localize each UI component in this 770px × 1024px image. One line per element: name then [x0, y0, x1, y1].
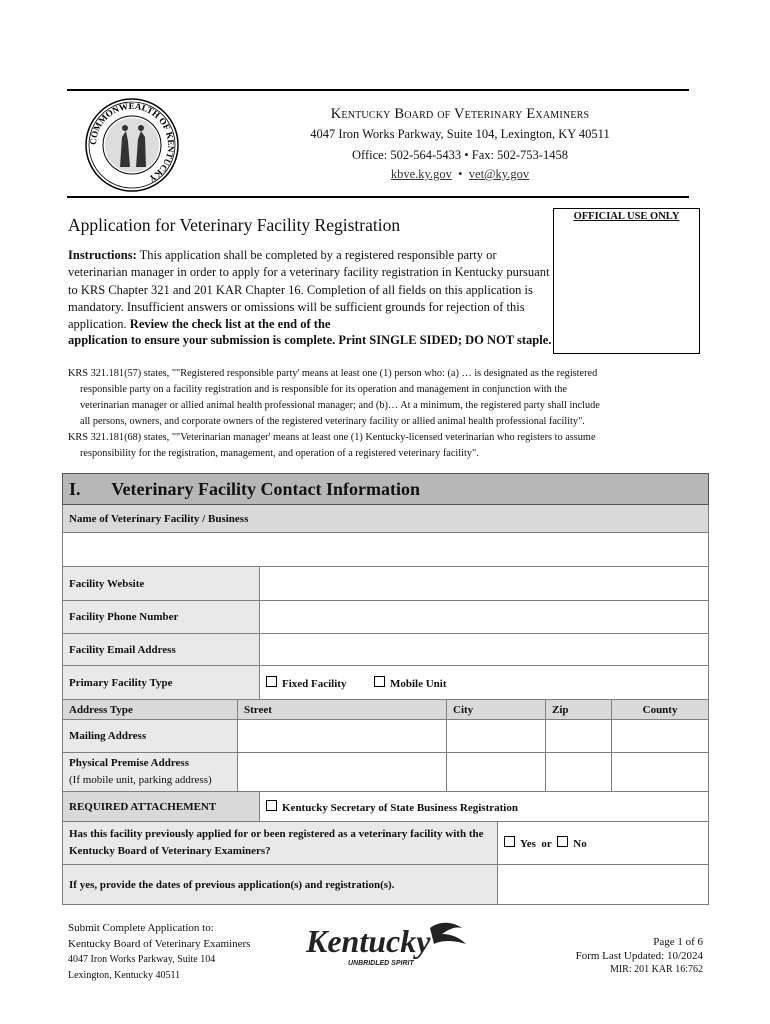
previous-registration-question: Has this facility previously applied for or been registered as a veterinary facility with the Kentucky Board of Veterinary Examiners?: [63, 822, 498, 865]
mailing-city-input[interactable]: [447, 720, 546, 753]
yes-checkbox[interactable]: Yes: [504, 838, 536, 850]
website-input[interactable]: [260, 567, 709, 601]
fixed-facility-checkbox[interactable]: Fixed Facility: [266, 678, 346, 690]
required-attachment-label: REQUIRED ATTACHEMENT: [63, 792, 260, 822]
physical-street-input[interactable]: [238, 753, 447, 792]
board-phone-fax: Office: 502-564-5433 • Fax: 502-753-1458: [352, 148, 568, 162]
instructions-bold-start: Review the check list at the end of the: [129, 317, 331, 332]
instructions-bold-end: application to ensure your submission is complete. Print SINGLE SIDED; DO NOT staple.: [68, 333, 552, 347]
no-checkbox[interactable]: No: [557, 838, 586, 850]
physical-zip-input[interactable]: [546, 753, 612, 792]
phone-input[interactable]: [260, 601, 709, 634]
previous-registration-options: Yes or No: [498, 822, 709, 865]
email-label: Facility Email Address: [63, 634, 260, 666]
zip-header: Zip: [546, 700, 612, 720]
footer-submit-address: Submit Complete Application to: Kentucky Board of Veterinary Examiners 4047 Iron Works Parkway, Suite 104 Lexington, Kentucky 40511: [68, 922, 251, 981]
mailing-zip-input[interactable]: [546, 720, 612, 753]
official-use-label: OFFICIAL USE ONLY: [573, 211, 680, 222]
board-name: Kentucky Board of Veterinary Examiners: [330, 106, 590, 122]
facility-contact-table: [62, 473, 709, 905]
board-address: 4047 Iron Works Parkway, Suite 104, Lexington, KY 40511: [310, 127, 610, 141]
section-title: Veterinary Facility Contact Information: [111, 478, 420, 499]
instructions: [68, 247, 553, 333]
facility-type-label: Primary Facility Type: [63, 666, 260, 700]
street-header: Street: [238, 700, 447, 720]
physical-county-input[interactable]: [612, 753, 709, 792]
section-header: [63, 474, 709, 505]
form-updated: Form Last Updated: 10/2024: [575, 950, 703, 962]
form-mir: MIR: 201 KAR 16:762: [609, 964, 703, 975]
facility-name-input[interactable]: [63, 533, 709, 567]
checkbox-icon: [504, 836, 515, 847]
required-attachment-option[interactable]: Kentucky Secretary of State Business Registration: [260, 792, 709, 822]
section-number: I.: [69, 478, 81, 499]
address-type-header: Address Type: [63, 700, 238, 720]
previous-dates-input[interactable]: [498, 865, 709, 905]
physical-city-input[interactable]: [447, 753, 546, 792]
mailing-county-input[interactable]: [612, 720, 709, 753]
header-top-rule: [67, 89, 689, 91]
email-link[interactable]: vet@ky.gov: [468, 167, 530, 181]
mobile-unit-checkbox[interactable]: Mobile Unit: [374, 678, 447, 690]
instructions-label: Instructions:: [68, 248, 137, 262]
checkbox-icon: [266, 676, 277, 687]
checkbox-icon: [557, 836, 568, 847]
facility-name-label: Name of Veterinary Facility / Business: [63, 505, 709, 533]
krs-definition-1: KRS 321.181(57) states, ""Registered responsible party' means at least one (1) person who: (a) … is designated as the registered responsible party on a facility registration and is responsible for its operation and management in conjunction with the veterinarian manager or allied animal health professional manager; and (b)… At a minimum, the registered party shall include all persons, owners, and corporate owners of the registered veterinary facility or allied animal health professional facility".: [68, 368, 600, 427]
county-header: County: [612, 700, 709, 720]
board-contact-links: kbve.ky.gov • vet@ky.gov: [390, 167, 530, 181]
checkbox-icon: [374, 676, 385, 687]
physical-address-label: Physical Premise Address (If mobile unit, parking address): [63, 753, 238, 792]
previous-dates-label: If yes, provide the dates of previous application(s) and registration(s).: [63, 865, 498, 905]
facility-type-options: [260, 666, 709, 700]
mailing-address-label: Mailing Address: [63, 720, 238, 753]
kentucky-logo: [302, 918, 468, 968]
svg-text:COMMONWEALTH OF KENTUCKY: COMMONWEALTH OF KENTUCKY: [87, 100, 177, 185]
website-label: Facility Website: [63, 567, 260, 601]
city-header: City: [447, 700, 546, 720]
website-link[interactable]: kbve.ky.gov: [390, 167, 452, 181]
checkbox-icon: [266, 800, 277, 811]
instructions-body: This application shall be completed by a registered responsible party or veterinarian manager in order to apply for a veterinary facility registration in Kentucky pursuant to KRS Chapter 321 and 201 KAR Chapter 16. Completion of all fields on this application is mandatory. Insufficient answers or omissions will be sufficient grounds for rejection of this application.: [68, 248, 550, 332]
phone-label: Facility Phone Number: [63, 601, 260, 634]
footer-page-info: [576, 935, 703, 977]
mailing-street-input[interactable]: [238, 720, 447, 753]
kentucky-seal-icon: [84, 97, 180, 193]
header-bottom-rule: [67, 196, 689, 198]
physical-address-sub: (If mobile unit, parking address): [69, 774, 212, 786]
page-number: Page 1 of 6: [653, 936, 703, 948]
svg-text:UNBRIDLED SPIRIT: UNBRIDLED SPIRIT: [348, 960, 414, 967]
email-input[interactable]: [260, 634, 709, 666]
svg-text:Kentucky: Kentucky: [306, 923, 431, 959]
page-title: Application for Veterinary Facility Registration: [68, 215, 401, 235]
krs-definition-2: KRS 321.181(68) states, ""Veterinarian manager' means at least one (1) Kentucky-licensed veterinarian who registers to assume responsibility for the registration, management, and operation of a registered veterinary facility".: [68, 432, 596, 459]
